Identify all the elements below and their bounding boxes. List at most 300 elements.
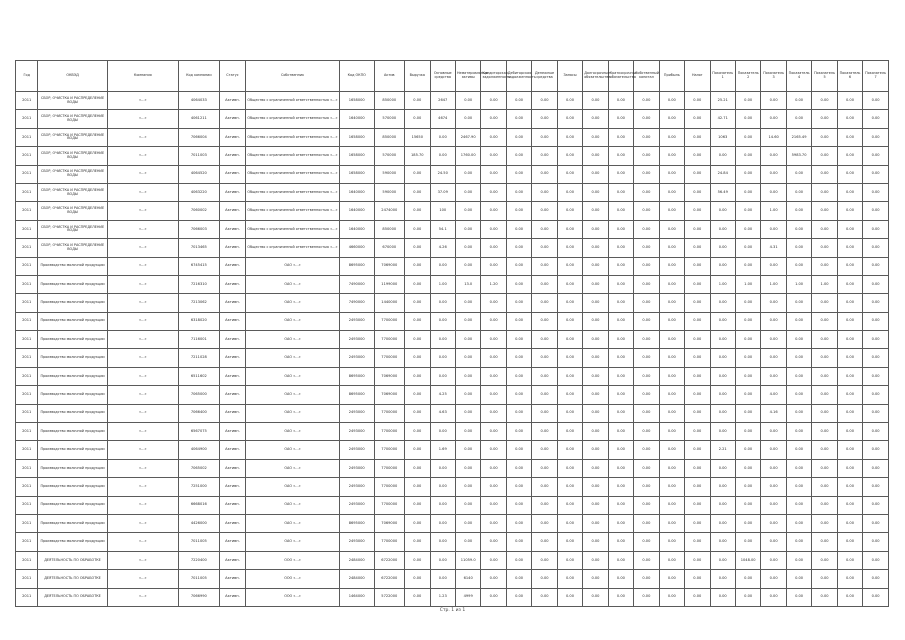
- table-cell: 0.00: [710, 459, 735, 477]
- table-cell: 0.00: [455, 239, 480, 257]
- table-cell: 0.00: [735, 110, 760, 128]
- table-cell: 0.00: [761, 459, 786, 477]
- table-cell: ОАО «…»: [246, 294, 340, 312]
- table-cell: 0.00: [532, 588, 557, 606]
- table-cell: 7069000: [374, 514, 405, 532]
- table-cell: «…»: [107, 496, 178, 514]
- table-cell: 0.00: [405, 257, 430, 275]
- table-row: [16, 92, 889, 110]
- table-cell: 0.00: [481, 147, 506, 165]
- column-header: Нематериальные активы: [455, 61, 480, 92]
- table-cell: 0.00: [863, 257, 889, 275]
- table-cell: 0.00: [532, 110, 557, 128]
- table-cell: 0.00: [455, 92, 480, 110]
- table-cell: 0.00: [634, 404, 659, 422]
- table-cell: 0.00: [634, 165, 659, 183]
- table-cell: 0.00: [557, 202, 582, 220]
- table-cell: 0.00: [786, 459, 811, 477]
- table-cell: 0.00: [659, 294, 684, 312]
- table-cell: 6722000: [374, 570, 405, 588]
- table-cell: Производство молочной продукции: [38, 312, 107, 330]
- table-cell: 0.00: [634, 459, 659, 477]
- table-cell: 0.00: [837, 275, 862, 293]
- table-row: [16, 570, 889, 588]
- table-cell: 2011: [16, 220, 38, 238]
- table-row: [16, 386, 889, 404]
- table-cell: «…»: [107, 459, 178, 477]
- table-cell: 0.00: [685, 275, 710, 293]
- table-cell: 0.00: [863, 349, 889, 367]
- table-cell: 0.00: [506, 239, 531, 257]
- table-cell: 0.00: [405, 220, 430, 238]
- table-cell: 42.71: [710, 110, 735, 128]
- data-table: [15, 60, 889, 607]
- table-cell: 0.00: [812, 147, 837, 165]
- table-cell: 0.00: [685, 514, 710, 532]
- table-cell: Общество с ограниченной ответственностью «…»: [246, 128, 340, 146]
- table-cell: 0.00: [506, 312, 531, 330]
- table-cell: 0.00: [481, 478, 506, 496]
- table-cell: 0.00: [532, 275, 557, 293]
- table-cell: Активн.: [219, 202, 245, 220]
- table-cell: 0.00: [812, 220, 837, 238]
- table-cell: 0.00: [761, 551, 786, 569]
- table-cell: 0.00: [583, 294, 608, 312]
- table-cell: 0.00: [608, 533, 633, 551]
- table-cell: 0.00: [837, 128, 862, 146]
- table-cell: 0.00: [481, 514, 506, 532]
- table-cell: 0.00: [532, 423, 557, 441]
- column-header: Дебиторская задолженность: [506, 61, 531, 92]
- table-cell: 0.00: [659, 220, 684, 238]
- table-cell: СБОР, ОЧИСТКА И РАСПРЕДЕЛЕНИЕ ВОДЫ: [38, 165, 107, 183]
- table-cell: Активн.: [219, 220, 245, 238]
- table-cell: 0.00: [837, 183, 862, 201]
- table-cell: 0.00: [837, 423, 862, 441]
- table-row: [16, 275, 889, 293]
- table-cell: 0.00: [761, 220, 786, 238]
- table-cell: 0.00: [710, 551, 735, 569]
- table-cell: 0.00: [685, 110, 710, 128]
- table-cell: 7013465: [178, 239, 219, 257]
- table-cell: 0.00: [557, 570, 582, 588]
- table-cell: Активн.: [219, 239, 245, 257]
- table-cell: 850000: [374, 220, 405, 238]
- table-cell: 0.00: [608, 514, 633, 532]
- table-cell: 1.00: [430, 275, 455, 293]
- table-cell: 0.00: [634, 275, 659, 293]
- table-cell: 0.00: [837, 202, 862, 220]
- table-cell: 0.00: [583, 551, 608, 569]
- table-cell: 0.00: [685, 220, 710, 238]
- table-cell: 2011: [16, 92, 38, 110]
- table-cell: 0.00: [786, 423, 811, 441]
- table-cell: «…»: [107, 312, 178, 330]
- table-cell: ОАО «…»: [246, 423, 340, 441]
- table-cell: 0.00: [761, 183, 786, 201]
- table-cell: 8695000: [339, 367, 374, 385]
- column-header: Показатель 4: [786, 61, 811, 92]
- column-header: Основные средства: [430, 61, 455, 92]
- table-cell: 0.00: [430, 478, 455, 496]
- table-cell: Активн.: [219, 275, 245, 293]
- table-cell: 0.00: [481, 459, 506, 477]
- table-cell: 1640000: [339, 202, 374, 220]
- table-cell: 0.00: [812, 551, 837, 569]
- table-cell: 0.00: [506, 147, 531, 165]
- table-cell: 0.00: [659, 533, 684, 551]
- table-cell: 0.00: [863, 423, 889, 441]
- table-row: [16, 165, 889, 183]
- table-cell: 6745415: [178, 257, 219, 275]
- table-cell: ОАО «…»: [246, 404, 340, 422]
- column-header: Показатель 6: [837, 61, 862, 92]
- table-cell: 0.00: [710, 588, 735, 606]
- table-cell: 0.00: [557, 220, 582, 238]
- table-cell: 0.00: [430, 533, 455, 551]
- table-cell: 0.00: [532, 165, 557, 183]
- table-cell: Производство молочной продукции: [38, 294, 107, 312]
- table-cell: 0.00: [481, 92, 506, 110]
- table-cell: 0.00: [863, 496, 889, 514]
- table-cell: 0.00: [405, 404, 430, 422]
- table-cell: «…»: [107, 220, 178, 238]
- table-cell: 2011: [16, 459, 38, 477]
- table-cell: СБОР, ОЧИСТКА И РАСПРЕДЕЛЕНИЕ ВОДЫ: [38, 92, 107, 110]
- table-cell: 0.00: [812, 239, 837, 257]
- table-cell: 0.00: [532, 459, 557, 477]
- table-cell: 0.00: [837, 441, 862, 459]
- table-cell: 0.00: [837, 257, 862, 275]
- table-cell: 0.00: [557, 551, 582, 569]
- table-cell: Активн.: [219, 514, 245, 532]
- table-cell: 7066400: [178, 404, 219, 422]
- table-cell: 0.00: [786, 220, 811, 238]
- table-cell: 0.00: [583, 570, 608, 588]
- table-cell: 0.00: [786, 367, 811, 385]
- table-cell: 0.00: [506, 551, 531, 569]
- table-cell: 0.00: [506, 404, 531, 422]
- table-cell: 0.00: [430, 294, 455, 312]
- table-cell: 7213062: [178, 294, 219, 312]
- table-cell: 0.00: [405, 386, 430, 404]
- table-cell: 6567075: [178, 423, 219, 441]
- table-cell: 0.00: [506, 441, 531, 459]
- table-cell: СБОР, ОЧИСТКА И РАСПРЕДЕЛЕНИЕ ВОДЫ: [38, 239, 107, 257]
- table-cell: 0.00: [583, 110, 608, 128]
- table-cell: 7065000: [178, 386, 219, 404]
- table-cell: «…»: [107, 404, 178, 422]
- table-cell: 0.00: [812, 128, 837, 146]
- table-cell: 0.00: [837, 165, 862, 183]
- table-cell: 0.00: [659, 331, 684, 349]
- table-cell: 0.00: [812, 331, 837, 349]
- table-cell: 1440000: [374, 294, 405, 312]
- table-cell: 0.00: [761, 349, 786, 367]
- table-cell: 0.00: [735, 349, 760, 367]
- table-cell: 0.00: [837, 110, 862, 128]
- table-cell: 0.00: [735, 312, 760, 330]
- table-cell: 0.00: [506, 294, 531, 312]
- table-row: [16, 496, 889, 514]
- table-cell: 0.00: [837, 220, 862, 238]
- table-cell: 0.00: [685, 386, 710, 404]
- table-cell: 0.00: [837, 239, 862, 257]
- table-cell: 7069000: [374, 257, 405, 275]
- table-cell: Общество с ограниченной ответственностью «…»: [246, 165, 340, 183]
- table-cell: 0.00: [481, 183, 506, 201]
- table-cell: 0.00: [634, 551, 659, 569]
- table-cell: 0.00: [608, 128, 633, 146]
- table-cell: 0.00: [583, 404, 608, 422]
- table-cell: ДЕЯТЕЛЬНОСТЬ ПО ОБРАБОТКЕ: [38, 588, 107, 606]
- table-cell: 1.00: [761, 202, 786, 220]
- table-cell: 0.00: [659, 423, 684, 441]
- table-cell: 590000: [374, 165, 405, 183]
- table-cell: 0.00: [761, 514, 786, 532]
- table-cell: 0.00: [557, 533, 582, 551]
- column-header: Код ОКПО: [339, 61, 374, 92]
- table-cell: 0.00: [786, 349, 811, 367]
- table-cell: 590000: [374, 183, 405, 201]
- table-cell: 0.00: [735, 533, 760, 551]
- table-cell: 0.00: [506, 478, 531, 496]
- table-cell: 0.00: [659, 128, 684, 146]
- table-cell: ООО «…»: [246, 551, 340, 569]
- table-cell: 0.00: [710, 404, 735, 422]
- table-cell: 2011: [16, 386, 38, 404]
- table-cell: 0.00: [685, 570, 710, 588]
- table-cell: СБОР, ОЧИСТКА И РАСПРЕДЕЛЕНИЕ ВОДЫ: [38, 183, 107, 201]
- table-cell: 1640000: [339, 183, 374, 201]
- table-cell: 25.21: [710, 92, 735, 110]
- table-cell: 7069000: [374, 386, 405, 404]
- column-header: Денежные средства: [532, 61, 557, 92]
- table-cell: 0.00: [634, 331, 659, 349]
- table-cell: 0.00: [455, 331, 480, 349]
- column-header: Показатель 5: [812, 61, 837, 92]
- table-cell: 8695000: [339, 514, 374, 532]
- table-cell: 0.00: [583, 165, 608, 183]
- table-cell: 0.00: [481, 294, 506, 312]
- table-cell: 0.00: [634, 239, 659, 257]
- table-cell: 0.00: [455, 312, 480, 330]
- table-cell: 0.00: [863, 147, 889, 165]
- table-cell: 2165.49: [786, 128, 811, 146]
- table-cell: 0.00: [506, 386, 531, 404]
- table-cell: ОАО «…»: [246, 257, 340, 275]
- table-cell: 0.00: [583, 459, 608, 477]
- table-cell: 2647: [430, 92, 455, 110]
- table-cell: 0.00: [786, 514, 811, 532]
- table-row: [16, 551, 889, 569]
- table-cell: 0.00: [659, 183, 684, 201]
- table-cell: 0.00: [481, 128, 506, 146]
- table-cell: 0.00: [481, 588, 506, 606]
- table-cell: 0.00: [481, 551, 506, 569]
- table-cell: 2011: [16, 404, 38, 422]
- table-cell: 0.00: [506, 459, 531, 477]
- table-cell: 0.00: [455, 349, 480, 367]
- table-cell: 0.00: [481, 220, 506, 238]
- table-cell: Активн.: [219, 312, 245, 330]
- table-cell: 4063220: [178, 183, 219, 201]
- table-cell: 2493000: [339, 349, 374, 367]
- table-cell: 0.00: [557, 367, 582, 385]
- table-cell: 0.00: [532, 331, 557, 349]
- column-header: Запасы: [557, 61, 582, 92]
- table-cell: 0.00: [608, 257, 633, 275]
- table-cell: 0.00: [455, 294, 480, 312]
- table-cell: 0.00: [786, 312, 811, 330]
- table-cell: 24.50: [430, 165, 455, 183]
- table-cell: «…»: [107, 386, 178, 404]
- table-cell: Общество с ограниченной ответственностью «…»: [246, 220, 340, 238]
- table-cell: «…»: [107, 367, 178, 385]
- table-cell: 7011005: [178, 570, 219, 588]
- table-cell: 0.00: [812, 441, 837, 459]
- table-cell: 2484000: [339, 551, 374, 569]
- table-cell: 2011: [16, 423, 38, 441]
- table-cell: 0.00: [786, 404, 811, 422]
- table-cell: 7116001: [178, 331, 219, 349]
- table-cell: 0.00: [430, 551, 455, 569]
- table-cell: Активн.: [219, 533, 245, 551]
- table-cell: 0.00: [455, 367, 480, 385]
- table-cell: 0.00: [837, 404, 862, 422]
- table-cell: 0.00: [863, 312, 889, 330]
- table-cell: 0.00: [863, 239, 889, 257]
- table-cell: 0.00: [812, 423, 837, 441]
- table-cell: 0.00: [863, 551, 889, 569]
- table-cell: 0.00: [481, 533, 506, 551]
- table-cell: 14.60: [761, 128, 786, 146]
- table-row: [16, 331, 889, 349]
- table-row: [16, 423, 889, 441]
- table-cell: 0.00: [685, 312, 710, 330]
- table-cell: «…»: [107, 514, 178, 532]
- table-cell: 0.00: [837, 496, 862, 514]
- table-cell: 0.00: [659, 441, 684, 459]
- table-cell: 0.00: [659, 239, 684, 257]
- table-cell: Активн.: [219, 496, 245, 514]
- table-cell: 0.00: [455, 220, 480, 238]
- table-cell: 0.00: [735, 514, 760, 532]
- column-header: Собственник: [246, 61, 340, 92]
- table-cell: 0.00: [659, 312, 684, 330]
- table-cell: 2011: [16, 570, 38, 588]
- table-cell: 0.00: [506, 570, 531, 588]
- table-cell: «…»: [107, 441, 178, 459]
- table-cell: 0.00: [634, 183, 659, 201]
- table-cell: 0.00: [710, 386, 735, 404]
- table-cell: 4.63: [430, 404, 455, 422]
- table-cell: 7216310: [178, 275, 219, 293]
- table-cell: 1.00: [761, 275, 786, 293]
- table-cell: 0.00: [812, 165, 837, 183]
- table-cell: 0.00: [506, 331, 531, 349]
- table-cell: 0.00: [608, 312, 633, 330]
- table-cell: 0.00: [405, 441, 430, 459]
- table-cell: 0.00: [583, 147, 608, 165]
- table-cell: 13.0: [455, 275, 480, 293]
- table-cell: 0.00: [405, 478, 430, 496]
- table-cell: «…»: [107, 533, 178, 551]
- table-cell: 0.00: [506, 165, 531, 183]
- table-cell: 2493000: [339, 331, 374, 349]
- table-cell: СБОР, ОЧИСТКА И РАСПРЕДЕЛЕНИЕ ВОДЫ: [38, 220, 107, 238]
- table-cell: 7700000: [374, 312, 405, 330]
- table-cell: 24.84: [710, 165, 735, 183]
- table-cell: 0.00: [761, 294, 786, 312]
- table-cell: 0.00: [430, 257, 455, 275]
- column-header: Собственный капитал: [634, 61, 659, 92]
- table-cell: 0.00: [455, 165, 480, 183]
- table-cell: 0.00: [837, 386, 862, 404]
- column-header: Долгосрочные обязательства: [583, 61, 608, 92]
- table-cell: 0.00: [710, 239, 735, 257]
- table-cell: «…»: [107, 183, 178, 201]
- table-cell: 0.00: [863, 514, 889, 532]
- table-cell: 0.00: [761, 441, 786, 459]
- table-cell: 0.00: [685, 496, 710, 514]
- table-cell: 0.00: [405, 459, 430, 477]
- table-cell: «…»: [107, 165, 178, 183]
- table-cell: 7490000: [339, 294, 374, 312]
- table-cell: 0.00: [455, 459, 480, 477]
- table-cell: 0.00: [430, 459, 455, 477]
- table-cell: Активн.: [219, 367, 245, 385]
- table-cell: 7066003: [178, 220, 219, 238]
- table-row: [16, 239, 889, 257]
- table-cell: СБОР, ОЧИСТКА И РАСПРЕДЕЛЕНИЕ ВОДЫ: [38, 128, 107, 146]
- page-footer: Стр. 1 из 1: [439, 608, 466, 613]
- table-cell: 0.00: [405, 202, 430, 220]
- table-cell: 0.00: [634, 496, 659, 514]
- table-cell: 0.00: [557, 514, 582, 532]
- table-cell: 0.00: [786, 257, 811, 275]
- table-cell: 56.49: [710, 183, 735, 201]
- table-cell: 0.00: [659, 147, 684, 165]
- table-cell: ОАО «…»: [246, 331, 340, 349]
- table-cell: 0.00: [685, 441, 710, 459]
- column-header: Налог: [685, 61, 710, 92]
- table-cell: 0.00: [405, 92, 430, 110]
- table-cell: 1048.00: [735, 551, 760, 569]
- table-cell: 0.00: [634, 386, 659, 404]
- table-row: [16, 533, 889, 551]
- table-cell: 2011: [16, 331, 38, 349]
- table-cell: 850000: [374, 92, 405, 110]
- table-cell: 0.00: [735, 404, 760, 422]
- table-cell: 5722000: [374, 588, 405, 606]
- table-cell: 0.00: [608, 239, 633, 257]
- table-cell: 0.00: [557, 404, 582, 422]
- table-cell: 0.00: [557, 349, 582, 367]
- table-cell: 0.00: [506, 275, 531, 293]
- table-cell: Активн.: [219, 110, 245, 128]
- table-cell: Активн.: [219, 147, 245, 165]
- table-cell: 0.00: [786, 165, 811, 183]
- table-cell: 4660000: [339, 239, 374, 257]
- table-cell: 0.00: [634, 92, 659, 110]
- table-cell: 0.00: [659, 367, 684, 385]
- table-cell: 0.00: [583, 588, 608, 606]
- table-cell: 7700000: [374, 459, 405, 477]
- table-cell: 0.00: [608, 92, 633, 110]
- table-cell: 0.00: [608, 441, 633, 459]
- table-cell: 1658000: [339, 92, 374, 110]
